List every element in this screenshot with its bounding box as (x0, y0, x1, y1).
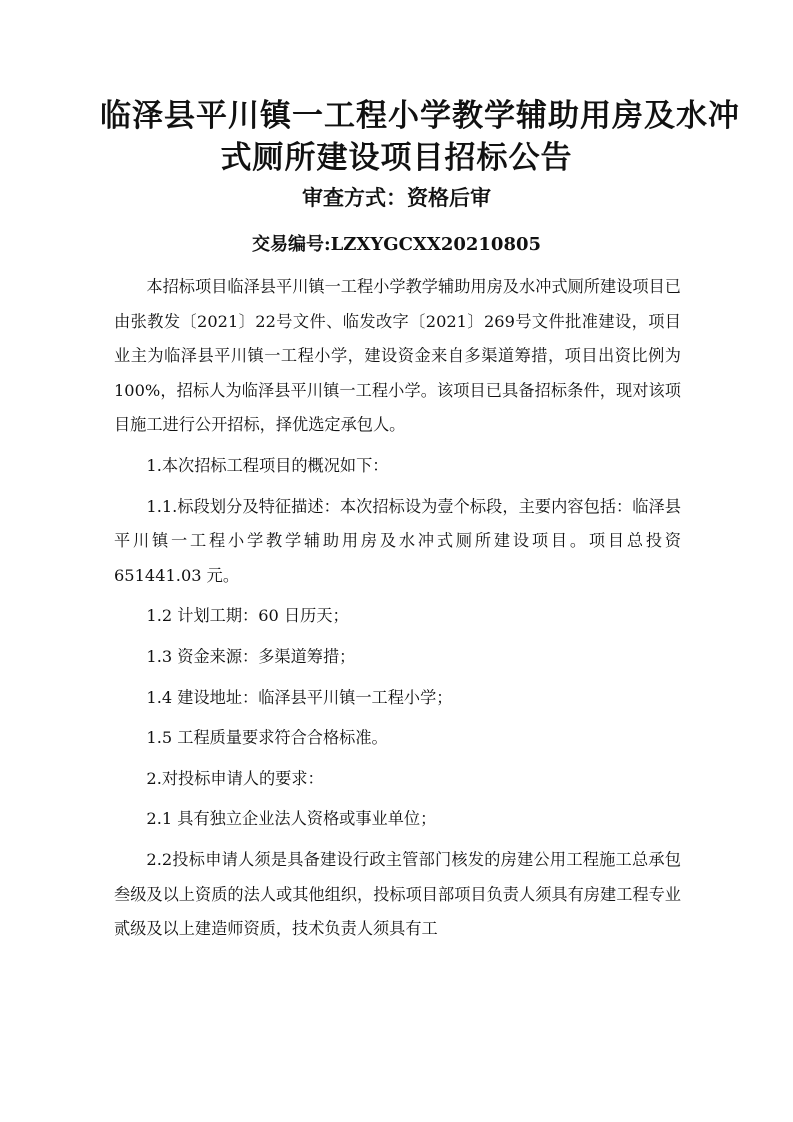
paragraph-2-2: 2.2投标申请人须是具备建设行政主管部门核发的房建公用工程施工总承包叁级及以上资质的法人或其他组织，投标项目部项目负责人须具有房建工程专业贰级及以上建造师资质，技术负责人须具有工 (114, 849, 681, 939)
paragraph-intro: 本招标项目临泽县平川镇一工程小学教学辅助用房及水冲式厕所建设项目已由张教发〔2021〕22号文件、临发改字〔2021〕269号文件批准建设，项目业主为临泽县平川镇一工程小学，建设资金来自多渠道筹措，项目出资比例为 100%，招标人为临泽县平川镇一工程小学。该项目已具备招标条件，现对该项目施工进行公开招标，择优选定承包人。 (114, 277, 681, 435)
document-body (114, 270, 681, 947)
paragraph-1-3: 1.3 资金来源：多渠道筹措； (146, 646, 356, 666)
review-method: 审查方式：资格后审 (302, 185, 491, 210)
title-line-2: 式厕所建设项目招标公告 (220, 140, 573, 176)
paragraph-2-1: 2.1 具有独立企业法人资格或事业单位； (146, 809, 437, 829)
paragraph-1-2: 1.2 计划工期：60 日历天； (146, 606, 349, 626)
document-title (100, 95, 740, 179)
paragraph-1: 1.本次招标工程项目的概况如下： (146, 455, 389, 475)
title-line-1: 临泽县平川镇一工程小学教学辅助用房及水冲 (100, 98, 740, 134)
paragraph-1-1: 1.1.标段划分及特征描述：本次招标设为壹个标段，主要内容包括：临泽县平川镇一工程小学教学辅助用房及水冲式厕所建设项目。项目总投资 651441.03 元。 (114, 496, 681, 585)
paragraph-1-5: 1.5 工程质量要求符合合格标准。 (146, 728, 388, 748)
paragraph-1-4: 1.4 建设地址：临泽县平川镇一工程小学； (146, 687, 453, 707)
paragraph-2: 2.对投标申请人的要求： (146, 768, 324, 788)
trade-number: 交易编号:LZXYGCXX20210805 (251, 234, 542, 255)
